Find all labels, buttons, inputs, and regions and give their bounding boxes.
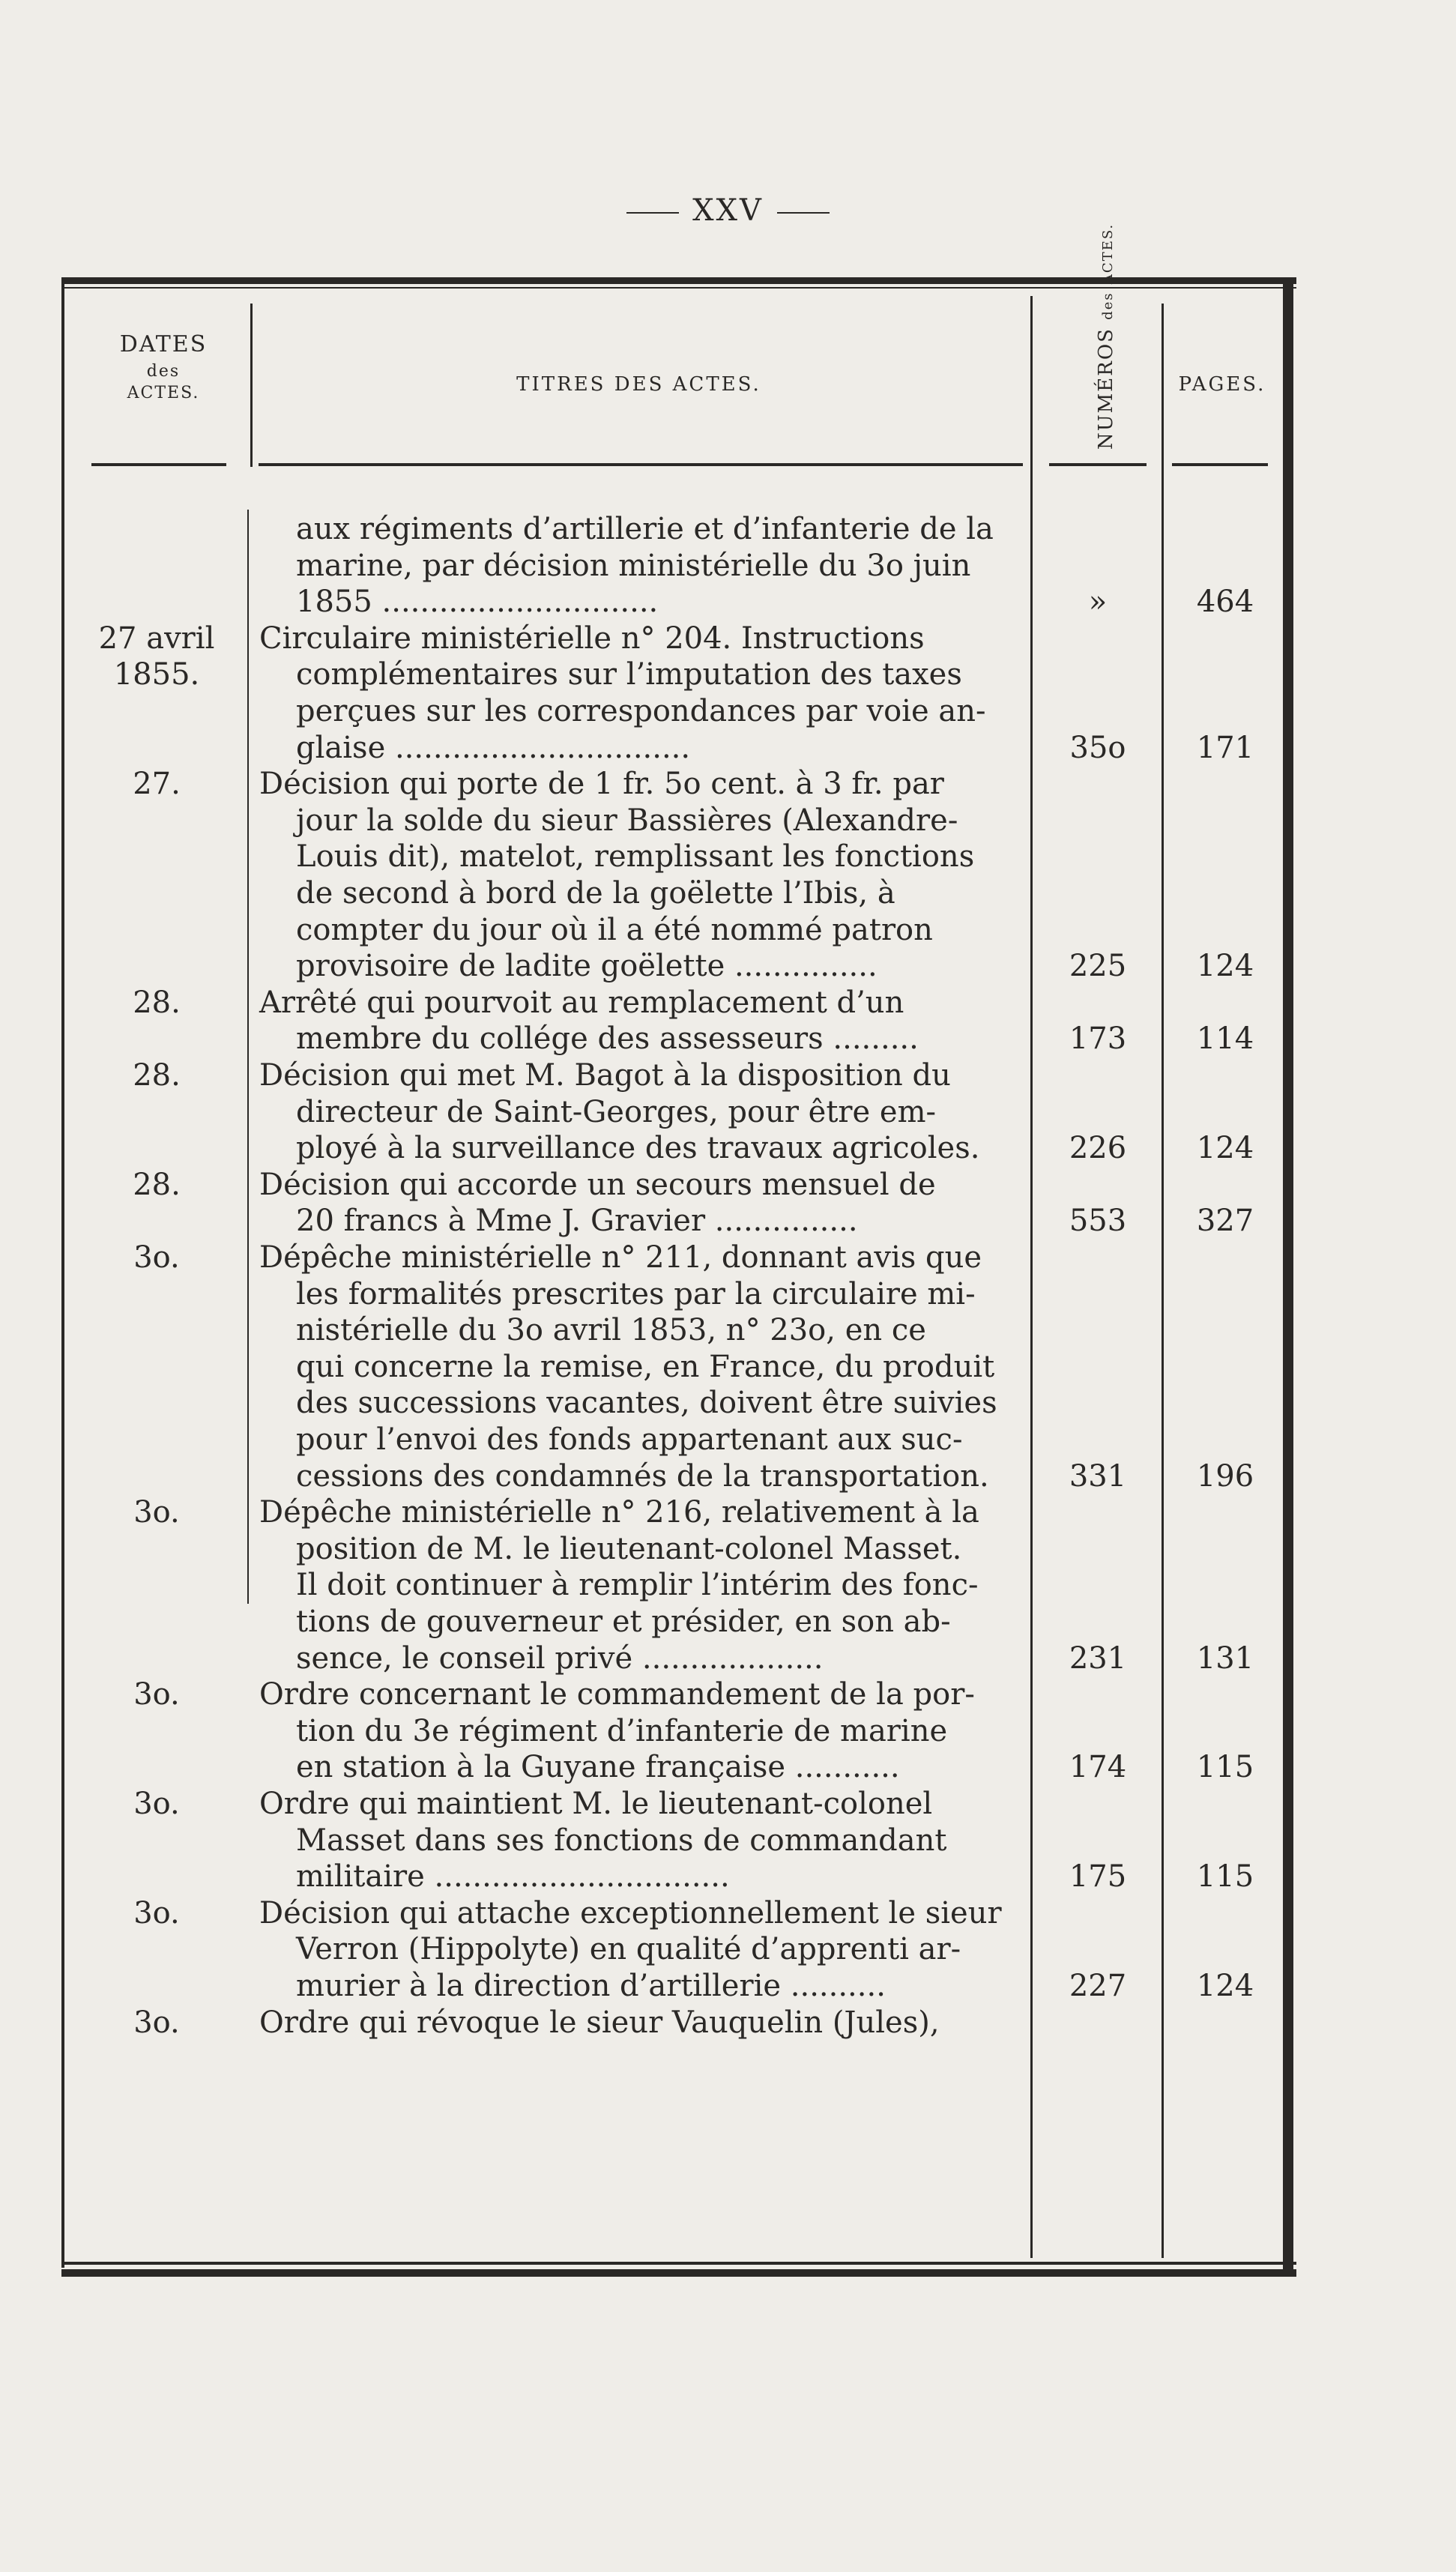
entry-title-line: Ordre qui maintient M. le lieutenant-colonel: [259, 1787, 933, 1821]
entry-title-line: tions de gouverneur et présider, en son ab-: [296, 1605, 951, 1639]
entry-title-line: Louis dit), matelot, remplissant les fonctions: [296, 839, 975, 875]
entry-title-line: glaise ...............................: [296, 730, 691, 765]
entry-title-line: complémentaires sur l’imputation des taxes: [296, 657, 962, 692]
entry-title-line: Masset dans ses fonctions de commandant: [296, 1823, 947, 1858]
entry-title-line: provisoire de ladite goëlette ...............: [296, 949, 877, 984]
entry-title-line: Circulaire ministérielle n° 204. Instructions: [259, 621, 925, 656]
entry-title-line: cessions des condamnés de la transportation.: [296, 1458, 989, 1494]
entry-title-line: 20 francs à Mme J. Gravier ...............: [296, 1204, 858, 1239]
entry-date: 3o.: [133, 1240, 180, 1275]
entry-act-number: 225: [1069, 949, 1127, 984]
entry-page-number: 171: [1196, 730, 1254, 765]
entry-page-number: 124: [1196, 1969, 1254, 2003]
entry-title-line: Décision qui met M. Bagot à la disposition du: [259, 1058, 951, 1093]
entry-page-number: 124: [1196, 1131, 1254, 1166]
entry-date: 3o.: [133, 2005, 180, 2040]
header-numbers-actes: ACTES.: [1100, 223, 1116, 285]
dash-left: [626, 212, 679, 214]
entry-act-number: 226: [1069, 1131, 1127, 1166]
dash-right: [777, 212, 830, 214]
entry-title-line: Ordre qui révoque le sieur Vauquelin (Jules),: [259, 2005, 940, 2040]
entry-title-line: perçues sur les correspondances par voie an-: [296, 694, 986, 728]
entry-date: 27.: [133, 767, 181, 802]
entry-title-line: sence, le conseil privé ...................: [296, 1640, 824, 1676]
entry-date: 3o.: [133, 1787, 180, 1821]
entry-date: 3o.: [133, 1495, 180, 1530]
entry-page-number: 114: [1196, 1021, 1254, 1057]
entry-date: 28.: [133, 985, 181, 1020]
header-dates-des: des: [146, 361, 181, 381]
entry-act-number: 35o: [1069, 730, 1126, 765]
header-dates-title: DATES: [119, 331, 208, 357]
entry-act-number: 231: [1069, 1640, 1127, 1676]
entry-title-line: 1855 .............................: [296, 585, 659, 620]
header-pages: PAGES.: [1178, 373, 1266, 396]
table-right-rule: [1283, 279, 1293, 2274]
header-dates: [75, 330, 252, 405]
entry-page-number: 196: [1196, 1458, 1254, 1494]
entry-page-number: 464: [1196, 585, 1254, 620]
entry-title-line: militaire ...............................: [296, 1859, 730, 1895]
running-head: [0, 193, 1456, 228]
header-underline: [91, 463, 226, 466]
entry-act-number: 227: [1069, 1969, 1127, 2003]
entry-page-number: 327: [1196, 1204, 1254, 1239]
entry-page-number: 124: [1196, 949, 1254, 984]
header-numbers-des: des: [1100, 292, 1116, 320]
header-titles: TITRES DES ACTES.: [516, 373, 761, 396]
column-divider: [1030, 296, 1033, 2258]
entry-date: 3o.: [133, 1895, 180, 1930]
entry-title-line: jour la solde du sieur Bassières (Alexandre-: [296, 803, 958, 838]
entry-title-line: murier à la direction d’artillerie ..........: [296, 1969, 886, 2003]
entry-date: 3o.: [133, 1677, 180, 1712]
page-number-roman: XXV: [692, 193, 764, 228]
entry-title-line: tion du 3e régiment d’infanterie de marine: [296, 1713, 948, 1748]
entry-title-line: nistérielle du 3o avril 1853, n° 23o, en ce: [296, 1313, 926, 1348]
table-bottom-rule: [61, 2269, 1296, 2277]
entry-title-line: Dépêche ministérielle n° 211, donnant avis que: [259, 1240, 982, 1275]
entry-title-line: Dépêche ministérielle n° 216, relativement à la: [259, 1495, 979, 1530]
entry-title-line: pour l’envoi des fonds appartenant aux suc-: [296, 1422, 963, 1457]
header-underline: [259, 463, 1023, 466]
column-divider: [1162, 304, 1164, 2258]
entry-title-line: directeur de Saint-Georges, pour être em-: [296, 1094, 937, 1129]
entry-page-number: 131: [1196, 1640, 1254, 1676]
entry-title-line: de second à bord de la goëlette l’Ibis, à: [296, 876, 895, 911]
entry-title-line: compter du jour où il a été nommé patron: [296, 912, 933, 947]
entry-title-line: Décision qui attache exceptionnellement le sieur: [259, 1895, 1002, 1930]
entry-act-number: 173: [1069, 1021, 1127, 1057]
entry-title-line: Ordre concernant le commandement de la por-: [259, 1677, 975, 1712]
entry-title-line: qui concerne la remise, en France, du produit: [296, 1349, 995, 1384]
entry-date: 28.: [133, 1167, 181, 1202]
entry-title-line: position de M. le lieutenant-colonel Masset.: [296, 1531, 962, 1566]
entry-title-line: ployé à la surveillance des travaux agricoles.: [296, 1131, 980, 1166]
header-numbers-title: NUMÉROS: [1095, 327, 1117, 450]
table-bottom-rule-thin: [61, 2262, 1296, 2265]
entry-act-number: »: [1088, 585, 1108, 620]
entry-date-year: 1855.: [113, 657, 200, 692]
entry-title-line: aux régiments d’artillerie et d’infanterie de la: [296, 512, 994, 546]
header-underline: [1172, 463, 1268, 466]
entry-act-number: 174: [1069, 1750, 1127, 1785]
entry-title-line: en station à la Guyane française ...........: [296, 1750, 900, 1785]
entry-title-line: Il doit continuer à remplir l’intérim des fonc-: [296, 1568, 979, 1603]
entry-title-line: Verron (Hippolyte) en qualité d’apprenti ar-: [296, 1932, 961, 1967]
entry-title-line: des successions vacantes, doivent être suivies: [296, 1386, 997, 1421]
entry-page-number: 115: [1196, 1859, 1254, 1895]
entry-date: 27 avril: [98, 621, 215, 656]
entry-act-number: 175: [1069, 1859, 1127, 1895]
table-left-rule: [61, 279, 64, 2268]
entry-title-line: marine, par décision ministérielle du 3o juin: [296, 548, 971, 583]
entry-date: 28.: [133, 1058, 181, 1093]
header-numbers: [1042, 223, 1154, 465]
entry-act-number: 331: [1069, 1458, 1127, 1494]
entry-title-line: Décision qui porte de 1 fr. 5o cent. à 3 fr. par: [259, 767, 944, 802]
header-dates-actes: ACTES.: [127, 384, 200, 403]
entry-title-line: Décision qui accorde un secours mensuel de: [259, 1167, 936, 1202]
column-divider: [247, 510, 249, 1604]
entry-page-number: 115: [1196, 1750, 1254, 1785]
entry-title-line: membre du collége des assesseurs .........: [296, 1021, 919, 1057]
entry-act-number: 553: [1069, 1204, 1127, 1239]
entry-title-line: Arrêté qui pourvoit au remplacement d’un: [259, 985, 904, 1020]
entry-title-line: les formalités prescrites par la circulaire mi-: [296, 1276, 976, 1311]
